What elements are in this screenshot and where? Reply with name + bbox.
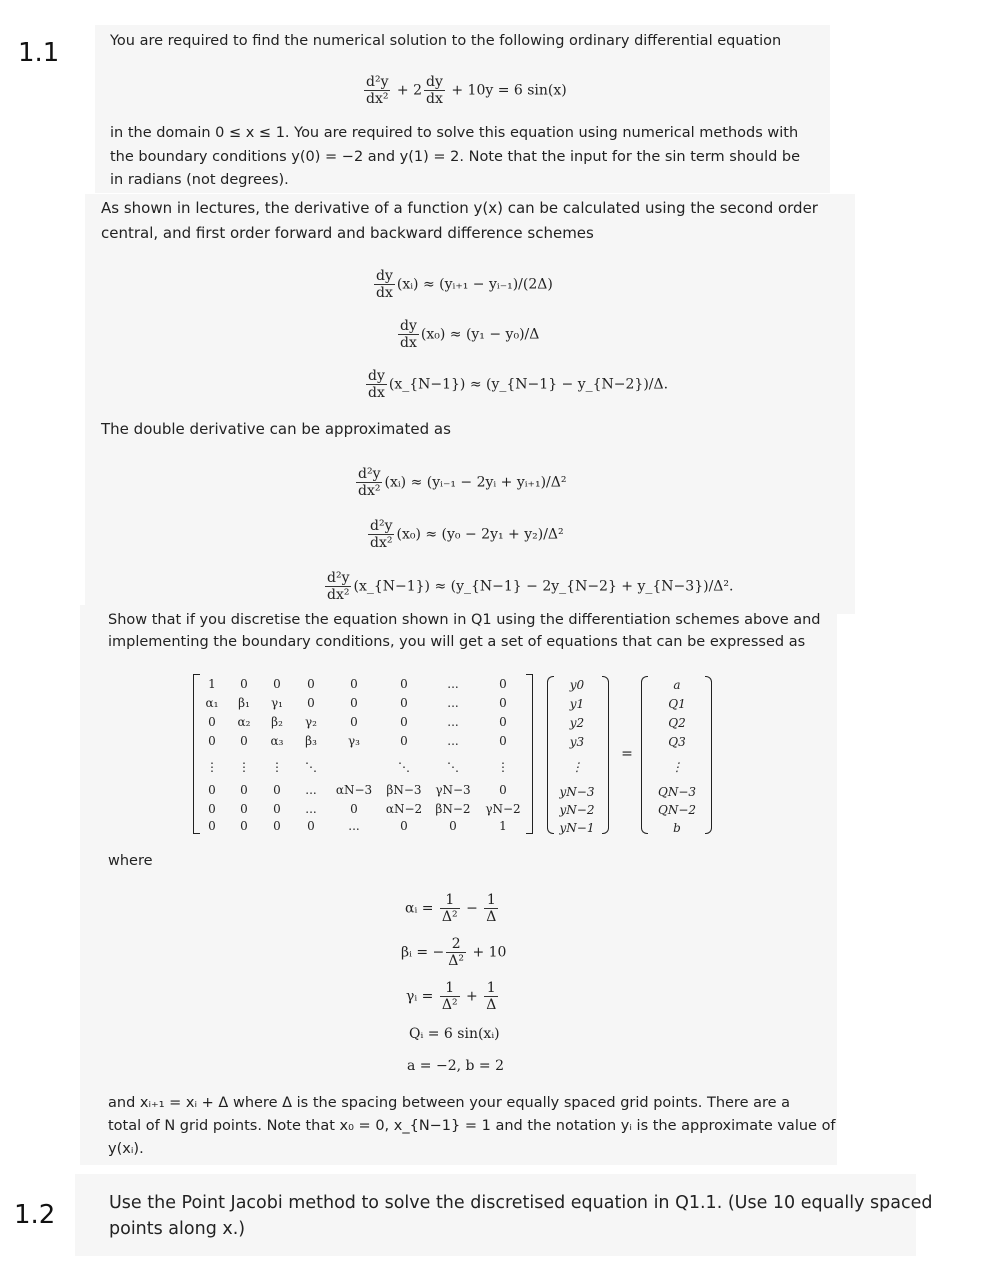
matrix-cell: ⋱ — [398, 760, 410, 774]
matrix-cell: αN−2 — [385, 802, 423, 816]
show-line2: implementing the boundary conditions, you will get a set of equations that can be expressed as — [108, 634, 806, 650]
double-deriv-line: The double derivative can be approximated as — [101, 420, 451, 438]
first-deriv-central: $\frac{dy}{dx}$ (xᵢ) ≈ (yᵢ₊₁ − yᵢ₋₁)/(2Δ) — [376, 268, 553, 301]
lectures-line2: central, and first order forward and backward difference schemes — [101, 224, 594, 242]
matrix-cell: γ₁ — [271, 696, 283, 710]
matrix-cell: 0 — [350, 715, 358, 729]
matrix-cell: 0 — [499, 715, 507, 729]
ode-equation: $\frac{\text{d²y}}{\text{dx²}}$ + 2 $\frac{dy}{dx}$ + 10y = 6 sin(x) — [366, 74, 567, 107]
matrix-cell: 0 — [400, 715, 408, 729]
intro-bc: the boundary conditions y(0) = −2 and y(1) = 2. Note that the input for the sin term should be — [110, 149, 801, 165]
ab-def: a = −2, b = 2 — [407, 1058, 505, 1074]
matrix-cell: 0 — [499, 696, 507, 710]
rhs-bracket-left — [641, 676, 648, 834]
matrix-cell: ... — [447, 677, 459, 691]
matrix-cell: 0 — [240, 734, 248, 748]
matrix-cell: αN−3 — [335, 783, 373, 797]
matrix-cell: βN−3 — [386, 783, 422, 797]
q-def: Qᵢ = 6 sin(xᵢ) — [409, 1026, 500, 1042]
second-deriv-central: $\frac{\text{d²y}}{\text{dx²}}$ (xᵢ) ≈ (yᵢ₋₁ − 2yᵢ + yᵢ₊₁)/Δ² — [358, 466, 567, 499]
matrix-cell: 0 — [400, 734, 408, 748]
matrix-cell: ... — [447, 715, 459, 729]
rhs-vector-entry: a — [673, 678, 681, 692]
where-label: where — [108, 853, 153, 869]
rhs-vector-entry: ⋮ — [671, 760, 683, 774]
second-deriv-forward: $\frac{\text{d²y}}{\text{dx²}}$ (x₀) ≈ (y₀ − 2y₁ + y₂)/Δ² — [370, 518, 564, 551]
matrix-cell: ... — [305, 783, 317, 797]
matrix-cell: 0 — [240, 677, 248, 691]
matrix-cell: 1 — [499, 819, 507, 833]
matrix-cell: βN−2 — [435, 802, 471, 816]
beta-def: βᵢ = − $\frac{2}{\text{Δ²}}$ + 10 — [401, 936, 507, 969]
intro-domain: in the domain 0 ≤ x ≤ 1. You are required to solve this equation using numerical methods with — [110, 125, 799, 141]
matrix-cell: 0 — [449, 819, 457, 833]
matrix-cell: β₃ — [305, 734, 317, 748]
lectures-line1: As shown in lectures, the derivative of a function y(x) can be calculated using the second order — [101, 199, 818, 217]
matrix-cell: 0 — [273, 819, 281, 833]
matrix-cell: γN−2 — [485, 802, 521, 816]
first-deriv-forward: $\frac{dy}{dx}$ (x₀) ≈ (y₁ − y₀)/Δ — [400, 318, 540, 351]
y-vector-entry: y1 — [569, 697, 585, 711]
y-vector-entry: y3 — [569, 735, 585, 749]
q2-line2: points along x.) — [109, 1219, 246, 1239]
matrix-cell: α₂ — [237, 715, 251, 729]
matrix-cell: 0 — [240, 802, 248, 816]
matrix-cell: 0 — [307, 677, 315, 691]
gamma-def: γᵢ = $\frac{1}{\text{Δ²}}$ + $\frac{1}{\Delta}$ — [406, 980, 497, 1013]
matrix-cell: 0 — [273, 677, 281, 691]
matrix-cell: ⋱ — [447, 760, 459, 774]
matrix-cell: ⋮ — [238, 760, 250, 774]
y-vector-entry: y0 — [569, 678, 585, 692]
first-deriv-backward: $\frac{dy}{dx}$ (x_{N−1}) ≈ (y_{N−1} − y_{N−2})/Δ. — [368, 368, 669, 401]
matrix-cell: 1 — [208, 677, 216, 691]
matrix-cell: 0 — [350, 802, 358, 816]
matrix-cell: 0 — [499, 734, 507, 748]
q2-line1: Use the Point Jacobi method to solve the discretised equation in Q1.1. (Use 10 equally spaced — [109, 1193, 933, 1213]
matrix-cell: 0 — [499, 783, 507, 797]
rhs-vector-entry: Q2 — [668, 716, 686, 730]
annotation-q1: 1.1 — [18, 38, 60, 68]
alpha-def: αᵢ = $\frac{1}{\text{Δ²}}$ − $\frac{1}{\Delta}$ — [405, 892, 497, 925]
matrix-cell: 0 — [400, 696, 408, 710]
matrix-cell: ⋮ — [206, 760, 218, 774]
equals-sign: = — [621, 746, 633, 762]
matrix-cell: 0 — [350, 677, 358, 691]
grid-line2: total of N grid points. Note that x₀ = 0, x_{N−1} = 1 and the notation yᵢ is the approximate value of — [108, 1118, 836, 1134]
matrix-cell: 0 — [273, 802, 281, 816]
matrix-cell: 0 — [499, 677, 507, 691]
matrix-cell: 0 — [307, 696, 315, 710]
matrix-cell: 0 — [240, 819, 248, 833]
matrix-cell: γ₃ — [348, 734, 360, 748]
matrix-cell: 0 — [307, 819, 315, 833]
grid-line3: y(xᵢ). — [108, 1141, 144, 1157]
matrix-cell: ... — [447, 696, 459, 710]
matrix-cell: 0 — [208, 734, 216, 748]
matrix-cell: β₁ — [238, 696, 250, 710]
rhs-vector-entry: b — [673, 821, 681, 835]
grid-line1: and xᵢ₊₁ = xᵢ + Δ where Δ is the spacing between your equally spaced grid points. There are a — [108, 1095, 791, 1111]
matrix-cell: ... — [348, 819, 360, 833]
annotation-q2: 1.2 — [14, 1200, 56, 1230]
rhs-bracket-right — [705, 676, 712, 834]
matrix-cell: 0 — [208, 819, 216, 833]
ode-rhs: + 10y = 6 sin(x) — [451, 82, 567, 99]
matrix-cell: ⋱ — [305, 760, 317, 774]
matrix-cell: 0 — [208, 783, 216, 797]
y-vector-entry: ⋮ — [571, 760, 583, 774]
matrix-cell: ... — [447, 734, 459, 748]
matrix-cell: 0 — [350, 696, 358, 710]
second-deriv-backward: $\frac{\text{d²y}}{\text{dx²}}$ (x_{N−1}) ≈ (y_{N−1} − 2y_{N−2} + y_{N−3})/Δ². — [327, 570, 734, 603]
matrix-cell: γ₂ — [305, 715, 317, 729]
rhs-vector-entry: QN−3 — [657, 785, 697, 799]
intro-radians: in radians (not degrees). — [110, 172, 289, 188]
matrix-cell: ⋮ — [497, 760, 509, 774]
matrix-cell: 0 — [208, 715, 216, 729]
y-vector-entry: yN−2 — [559, 803, 595, 817]
y-vector-entry: yN−3 — [559, 785, 595, 799]
matrix-cell: α₁ — [205, 696, 219, 710]
rhs-vector-entry: Q3 — [668, 735, 686, 749]
matrix-cell: γN−3 — [435, 783, 471, 797]
matrix-cell: β₂ — [271, 715, 283, 729]
matrix-cell: ⋮ — [271, 760, 283, 774]
matrix-cell: 0 — [400, 677, 408, 691]
rhs-vector-entry: Q1 — [668, 697, 686, 711]
matrix-cell: α₃ — [270, 734, 284, 748]
y-vector-entry: yN−1 — [559, 821, 595, 835]
matrix-cell: 0 — [208, 802, 216, 816]
y-vector-entry: y2 — [569, 716, 585, 730]
matrix-cell: 0 — [273, 783, 281, 797]
matrix-cell: 0 — [400, 819, 408, 833]
matrix-cell: 0 — [240, 783, 248, 797]
matrix-cell: ... — [305, 802, 317, 816]
show-line1: Show that if you discretise the equation shown in Q1 using the differentiation schemes above and — [108, 612, 821, 628]
rhs-vector-entry: QN−2 — [657, 803, 697, 817]
intro-line1: You are required to find the numerical solution to the following ordinary differential equation — [110, 33, 782, 49]
